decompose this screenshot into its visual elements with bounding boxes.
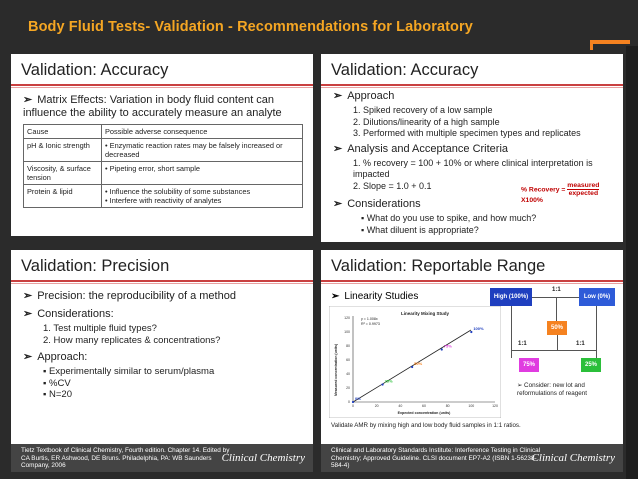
connector xyxy=(511,350,596,351)
title-rule xyxy=(321,84,623,86)
effect-cell: • Pipeting error, short sample xyxy=(102,162,303,185)
title-rule-thin xyxy=(11,87,313,88)
citation-bar xyxy=(321,444,623,472)
consider-item: ▪ What diluent is appropriate? xyxy=(361,224,479,235)
title-rule-thin xyxy=(321,87,623,88)
x-tick-label: 40 xyxy=(398,404,403,408)
slide-precision xyxy=(11,250,313,472)
approach-item: ▪ Experimentally similar to serum/plasma xyxy=(43,366,215,377)
bullet-precision: ➢ Precision: the reproducibility of a method xyxy=(23,290,236,302)
x-tick-label: 80 xyxy=(445,404,450,408)
y-tick-label: 20 xyxy=(346,386,350,390)
bullet-linearity: ➢ Linearity Studies xyxy=(331,291,419,302)
high-sample-box: High (100%) xyxy=(490,288,532,306)
consider-note: ➢ Consider: new lot and reformulations of reagent xyxy=(517,382,588,397)
slide-body xyxy=(23,94,303,208)
bullet-considerations: ➢ Considerations: xyxy=(23,308,114,320)
arrow-icon: ➢ xyxy=(23,290,33,302)
slide-title: Validation: Precision xyxy=(21,257,170,275)
data-point-label: 50% xyxy=(414,361,423,366)
y-tick-label: 120 xyxy=(344,316,350,320)
bullet-matrix-effects: ➢ Matrix Effects: Variation in body fluid content can influence the ability to accurately measure an analyte xyxy=(23,94,282,119)
title-rule xyxy=(11,84,313,86)
slide-body xyxy=(333,90,613,236)
data-point xyxy=(381,383,383,385)
mix-ratio-label: 1:1 xyxy=(576,341,585,347)
mix-ratio-label: 1:1 xyxy=(518,341,527,347)
y-tick-label: 0 xyxy=(348,400,350,404)
slide-title: Validation: Reportable Range xyxy=(331,257,546,275)
arrow-icon: ➢ xyxy=(23,308,33,320)
x-axis-label: Expected concentration (units) xyxy=(397,411,451,415)
orange-accent-tick xyxy=(590,40,593,50)
bullet-approach: ➢ Approach xyxy=(333,90,395,102)
right-edge-strip xyxy=(626,46,638,479)
effect-cell: • Influence the solubility of some substances • Interfere with reactivity of analytes xyxy=(102,185,303,208)
box-25-percent: 25% xyxy=(581,358,601,372)
y-tick-label: 80 xyxy=(346,344,350,348)
recovery-formula: % Recovery = measured expected X100% xyxy=(521,182,600,204)
table-header-row xyxy=(24,125,303,139)
slide-body xyxy=(23,290,303,401)
citation-text: Clinical and Laboratory Standards Institute: Interference Testing in Clinical Chemistry; Approved Guideline. CLSI document EP7-A2 (ISBN 1-56238-584-4) xyxy=(331,447,541,469)
brand-text: Clinical Chemistry xyxy=(221,452,305,464)
bullet-approach: ➢ Approach: xyxy=(23,351,88,363)
title-rule xyxy=(11,280,313,282)
arrow-icon: ➢ xyxy=(333,198,343,210)
citation-bar xyxy=(11,444,313,472)
cause-cell: pH & Ionic strength xyxy=(24,139,102,162)
data-point-label: 25% xyxy=(384,378,393,384)
x-tick-label: 120 xyxy=(492,404,498,408)
consider-item: 2. How many replicates & concentrations? xyxy=(43,334,221,346)
approach-item: ▪ %CV xyxy=(43,377,71,389)
x-tick-label: 0 xyxy=(352,404,354,408)
page-title: Body Fluid Tests- Validation - Recommendations for Laboratory xyxy=(28,19,473,35)
arrow-icon: ➢ xyxy=(517,382,525,389)
title-rule-thin xyxy=(11,283,313,284)
data-point-label: 0% xyxy=(355,396,361,401)
validate-note: Validate AMR by mixing high and low body fluid samples in 1:1 ratios. xyxy=(331,422,521,429)
low-sample-box: Low (0%) xyxy=(579,288,615,306)
cause-cell: Protein & lipid xyxy=(24,185,102,208)
orange-accent-bar xyxy=(590,40,630,44)
cause-cell: Viscosity, & surface tension xyxy=(24,162,102,185)
connector xyxy=(596,306,597,358)
brand-text: Clinical Chemistry xyxy=(531,452,615,464)
box-50-percent: 50% xyxy=(547,321,567,335)
header-cause: Cause xyxy=(24,125,102,139)
slide-title: Validation: Accuracy xyxy=(331,61,479,79)
analysis-item: 2. Slope = 1.0 + 0.1 xyxy=(353,180,432,191)
y-tick-label: 100 xyxy=(344,330,350,334)
data-point xyxy=(352,401,354,403)
mix-ratio-label: 1:1 xyxy=(552,287,561,293)
table-row xyxy=(24,139,303,162)
title-rule-thin xyxy=(321,283,623,284)
data-point xyxy=(441,348,443,350)
data-point-label: 75% xyxy=(443,343,452,349)
consider-item: 1. Test multiple fluid types? xyxy=(43,323,157,334)
approach-item: 3. Performed with multiple specimen types and replicates xyxy=(353,128,581,138)
linearity-chart xyxy=(329,306,501,418)
arrow-icon: ➢ xyxy=(333,142,343,155)
x-tick-label: 60 xyxy=(422,404,426,408)
slide-accuracy-approach xyxy=(321,54,623,242)
chart-r2: R² = 0.9973 xyxy=(361,322,380,326)
bullet-considerations: ➢ Considerations xyxy=(333,198,421,210)
connector xyxy=(557,335,558,350)
arrow-icon: ➢ xyxy=(333,90,343,102)
table-row xyxy=(24,162,303,185)
x-tick-label: 20 xyxy=(374,404,379,408)
approach-item: ▪ N=20 xyxy=(43,389,72,400)
y-tick-label: 40 xyxy=(346,372,350,376)
chart-equation: y = 1.008x xyxy=(361,317,378,321)
title-rule xyxy=(321,280,623,282)
data-point-label: 100% xyxy=(473,326,484,331)
effect-cell: • Enzymatic reaction rates may be falsely increased or decreased xyxy=(102,139,303,162)
approach-item: 2. Dilutions/linearity of a high sample xyxy=(353,116,500,127)
connector xyxy=(556,297,557,321)
table-row xyxy=(24,185,303,208)
citation-text: Tietz Textbook of Clinical Chemistry, Fourth edition. Chapter 14. Edited by CA Burtis, ER Ashwood, DE Bruns. Philadelphia, PA: WB Saunders Company, 2006 xyxy=(21,447,230,469)
bullet-analysis: ➢ Analysis and Acceptance Criteria xyxy=(333,142,509,155)
slide-reportable-range xyxy=(321,250,623,472)
arrow-icon: ➢ xyxy=(331,291,340,302)
slide-title: Validation: Accuracy xyxy=(21,61,169,79)
matrix-effects-table xyxy=(23,124,303,208)
analysis-item: 1. % recovery = 100 + 10% or where clinical interpretation is impacted xyxy=(353,157,593,179)
data-point xyxy=(411,366,413,368)
approach-item: 1. Spiked recovery of a low sample xyxy=(353,105,493,115)
x-tick-label: 100 xyxy=(468,404,475,408)
box-75-percent: 75% xyxy=(519,358,539,372)
data-point xyxy=(470,331,472,333)
chart-title: Linearity Mixing Study xyxy=(400,311,450,316)
header-consequence: Possible adverse consequence xyxy=(102,125,303,139)
slide-accuracy-matrix xyxy=(11,54,313,236)
y-tick-label: 60 xyxy=(346,358,350,362)
consider-item: ▪ What do you use to spike, and how much? xyxy=(361,213,537,223)
arrow-icon: ➢ xyxy=(23,94,33,106)
y-axis-label: Measured concentration (units) xyxy=(334,343,338,396)
arrow-icon: ➢ xyxy=(23,351,33,363)
